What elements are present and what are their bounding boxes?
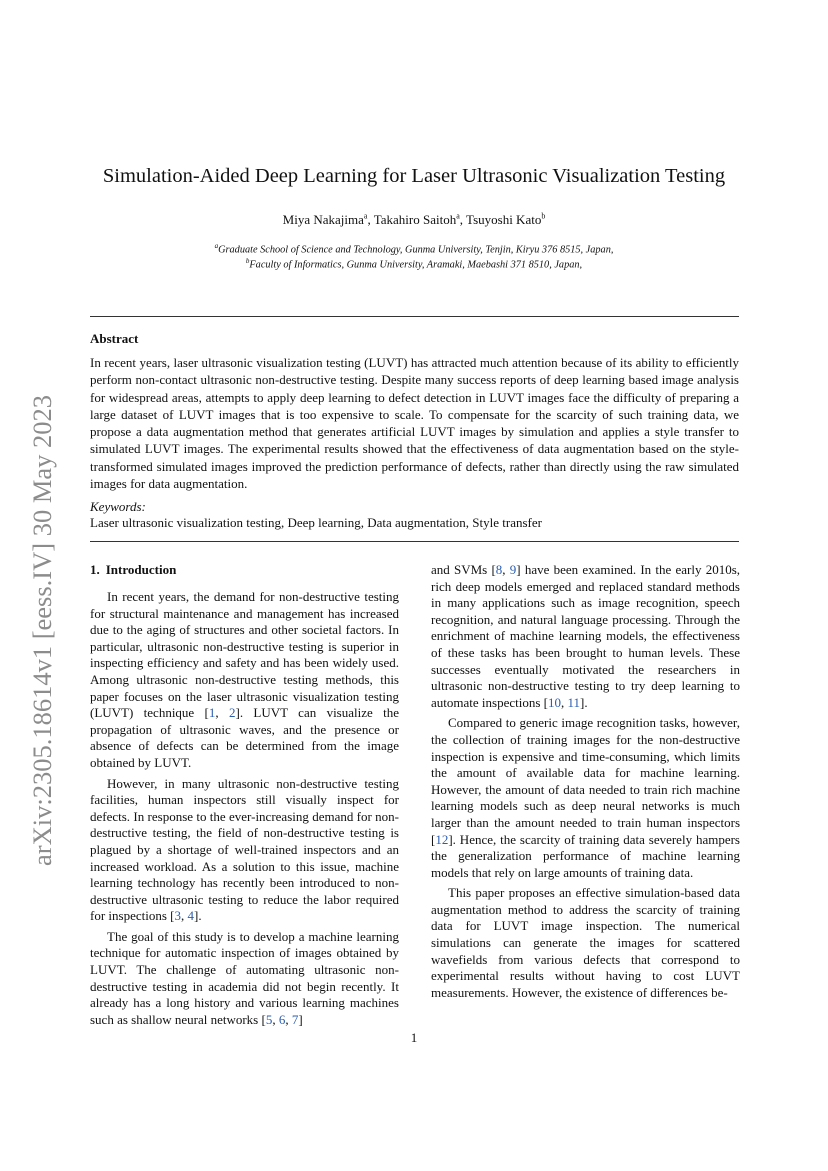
- paragraph-text: ,: [215, 705, 229, 721]
- paragraph-text: ]. LUVT can visualize the propagation of ultrasonic waves, and the presence or absence of defects can be determined from the image obtained by LUVT.: [90, 705, 399, 770]
- paragraph-text: ] have been examined. In the early 2010s, rich deep models emerged and replaced standard methods in many applications such as image recognition, speech recognition, and natural language processing. Through the enrichment of machine learning models, the effectiveness of these tasks has been brought to human levels. These successes eventually motivated the researchers in ultrasonic non-destructive testing to try deep learning to automate inspections [: [431, 562, 741, 710]
- citation-link[interactable]: 9: [509, 562, 517, 577]
- paragraph-text: This paper proposes an effective simulation-based data augmentation method to address the scarcity of training data for LUVT image inspection. The numerical simulations can generate the images for scattered wavefields from various defects that correspond to experimental results without having to cost LUVT measurements. However, the existence of differences be-: [431, 885, 740, 1000]
- paragraph-text: ,: [560, 694, 568, 710]
- paragraph-text: ].: [580, 694, 588, 710]
- citation-link[interactable]: 5: [265, 1011, 273, 1027]
- author: Takahiro Saitoh$^a$,: [373, 212, 467, 228]
- divider-rule: [90, 541, 739, 542]
- paragraph-text: Compared to generic image recognition tasks, however, the collection of training images for the non-destructive inspection is expensive and time-consuming, which limits the amount of available data for machine learning. However, the amount of data needed to train rich machine learning models such as deep neural networks is much larger than the amount needed to train human inspectors [: [431, 715, 740, 847]
- body-column-left: [90, 562, 399, 1032]
- paragraph-text: ,: [502, 562, 510, 577]
- citation-link[interactable]: 2: [228, 705, 236, 721]
- paragraph-text: In recent years, the demand for non-destructive testing for structural maintenance and management has increased due to the aging of structures and other societal factors. In particular, ultrasonic non-destructive testing is superior in inspecting efficiency and safety and has been widely used. Among ultrasonic non-destructive testing methods, this paper focuses on the laser ultrasonic visualization testing (LUVT) technique [: [90, 589, 399, 721]
- citation-link[interactable]: 11: [567, 694, 580, 710]
- affiliation-b: $^b$Faculty of Informatics, Gunma University, Aramaki, Maebashi 371 8510, Japan,: [245, 257, 583, 271]
- paragraph-text: However, in many ultrasonic non-destructive testing facilities, human inspectors still visually inspect for defects. In response to the ever-increasing demand for non-destructive testing, the field of non-destructive testing is plagued by a shortage of well-trained inspectors and an increased workload. As a solution to this issue, machine learning technology has recently been introduced to non-destructive ultrasonic testing to reduce the labor required for inspections [: [90, 775, 399, 924]
- body-paragraph: [431, 715, 740, 881]
- affiliation-a: $^a$Graduate School of Science and Technology, Gunma University, Tenjin, Kiryu 376 8515, Japan,: [214, 242, 614, 256]
- author-list: [0, 208, 828, 229]
- author: Tsuyoshi Kato$^b$: [466, 212, 546, 228]
- citation-link[interactable]: 10: [547, 694, 561, 710]
- paragraph-text: ,: [272, 1011, 279, 1027]
- citation-link[interactable]: 1: [208, 705, 216, 721]
- citation-link[interactable]: 8: [495, 562, 503, 577]
- paragraph-text: ]: [298, 1011, 303, 1027]
- keywords-text: Laser ultrasonic visualization testing, Deep learning, Data augmentation, Style transfer: [90, 515, 542, 530]
- paper-title: Simulation-Aided Deep Learning for Laser Ultrasonic Visualization Testing: [102, 165, 726, 187]
- paragraph-text: ]. Hence, the scarcity of training data severely hampers the generalization performance of machine learning models that rely on large amounts of training data.: [431, 831, 740, 880]
- body-paragraph: [90, 776, 399, 925]
- abstract-text: In recent years, laser ultrasonic visualization testing (LUVT) has attracted much attention because of its ability to efficiently perform non-contact ultrasonic non-destructive testing. Despite many success reports of deep learning based image analysis for widespread areas, attempts to apply deep learning to defect detection in LUVT images face the difficulty of preparing a large dataset of LUVT images that is too expensive to scale. To compensate for the scarcity of such training data, we propose a data augmentation method that generates artificial LUVT images by simulation and applies a style transfer to simulated LUVT images. The experimental results showed that the effectiveness of data augmentation based on the style-transformed simulated images improved the prediction performance of defects, rather than directly using the raw simulated images for data augmentation.: [90, 355, 739, 492]
- body-paragraph: [431, 885, 740, 1001]
- paragraph-text: The goal of this study is to develop a machine learning technique for automatic inspection of images obtained by LUVT. The challenge of automating ultrasonic non-destructive testing in academia did not begin recently. It already has a long history and various learning machines such as shallow neural networks [: [90, 928, 399, 1027]
- section-heading: 1. Introduction: [90, 562, 177, 577]
- author: Miya Nakajima$^a$,: [282, 212, 374, 228]
- citation-link[interactable]: 12: [435, 831, 449, 847]
- arxiv-stamp: arXiv:2305.18614v1 [eess.IV] 30 May 2023: [27, 394, 57, 866]
- body-paragraph: [90, 929, 399, 1029]
- paragraph-text: and SVMs [: [431, 562, 496, 577]
- citation-link[interactable]: 3: [174, 908, 181, 924]
- citation-link[interactable]: 7: [291, 1011, 299, 1027]
- paragraph-text: ].: [193, 908, 202, 924]
- body-column-right: [431, 562, 740, 1005]
- abstract-heading: Abstract: [90, 331, 139, 346]
- citation-link[interactable]: 6: [278, 1011, 286, 1027]
- paragraph-text: ,: [180, 908, 188, 924]
- divider-rule: [90, 316, 739, 317]
- page-number: 1: [410, 1030, 418, 1045]
- body-paragraph: [431, 562, 740, 711]
- body-paragraph: [90, 589, 399, 772]
- paragraph-text: ,: [285, 1011, 292, 1027]
- keywords-heading: Keywords:: [90, 499, 146, 514]
- citation-link[interactable]: 4: [187, 908, 194, 924]
